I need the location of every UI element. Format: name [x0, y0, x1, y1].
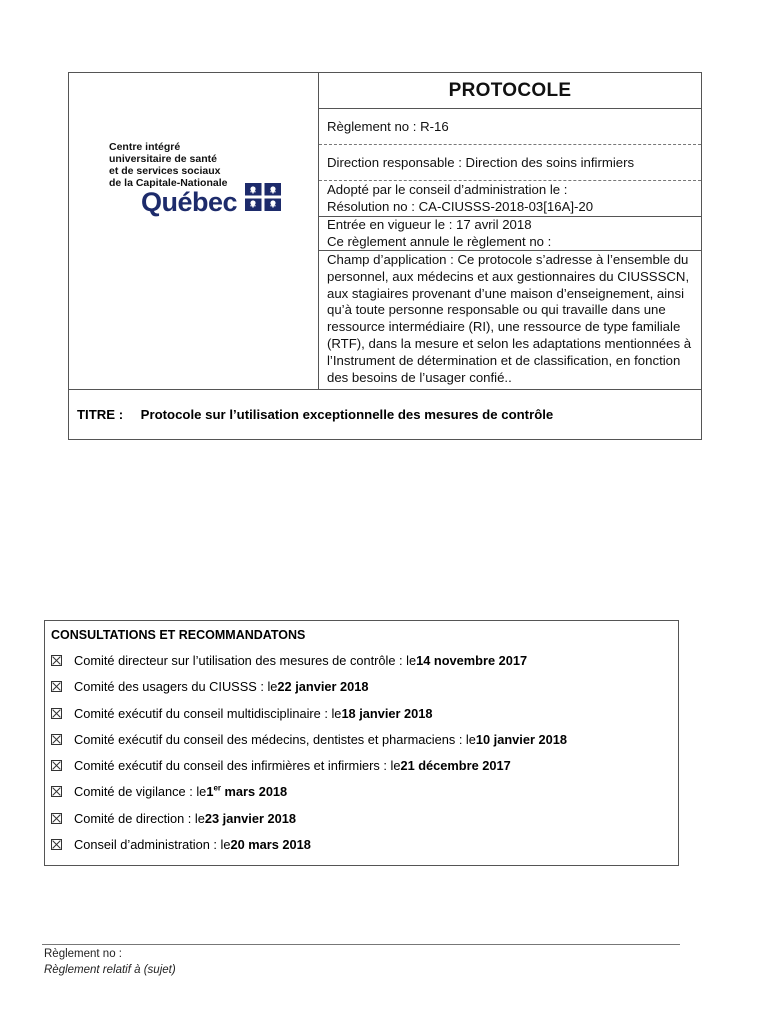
scope-of-application: Champ d’application : Ce protocole s’adresse à l’ensemble du personnel, aux médecins et aux gestionnaires du CIUSSSCN, aux stagiaires provenant d’une maison d’enseignement, ainsi qu’à toute personne responsable ou qui travaille dans une ressource intermédiaire (RI), une ressource de type familiale (RTF), dans la mesure et selon les adaptations mentionnées à l’Instrument de détermination et de classification, en fonction des besoins de l’usager confié.. — [327, 252, 692, 385]
checked-checkbox-icon[interactable] — [51, 734, 62, 745]
date-rest: mars 2018 — [221, 784, 288, 800]
consultations-list — [51, 653, 671, 863]
consultation-item — [51, 758, 671, 784]
direction-responsable: Direction responsable : Direction des soins infirmiers — [319, 145, 701, 181]
consultation-item — [51, 653, 671, 679]
effective-info — [319, 217, 701, 251]
reglement-number: Règlement no : R-16 — [319, 109, 701, 145]
adopted-by: Adopté par le conseil d’administration le : — [327, 182, 568, 197]
checked-checkbox-icon[interactable] — [51, 681, 62, 692]
footer-reglement-number: Règlement no : — [44, 948, 122, 960]
consultations-box — [44, 620, 679, 866]
checked-checkbox-icon[interactable] — [51, 655, 62, 666]
checked-checkbox-icon[interactable] — [51, 786, 62, 797]
consultations-heading: CONSULTATIONS ET RECOMMANDATONS — [51, 628, 306, 642]
adoption-info — [319, 181, 701, 217]
consultation-item — [51, 784, 671, 810]
consultation-text: Comité de direction : le — [74, 810, 205, 826]
quebec-flag-icon — [245, 183, 281, 211]
consultation-date — [206, 784, 287, 800]
consultation-item — [51, 679, 671, 705]
consultation-text: Comité exécutif du conseil des médecins, dentistes et pharmaciens : le — [74, 731, 476, 747]
consultation-text: Comité exécutif du conseil multidisciplinaire : le — [74, 705, 342, 721]
title-label: TITRE : — [77, 407, 124, 422]
organization-name — [109, 141, 259, 189]
org-line: et de services sociaux — [109, 165, 221, 177]
consultation-item — [51, 706, 671, 732]
date-day: 1 — [206, 784, 214, 800]
consultation-date: 18 janvier 2018 — [341, 705, 433, 721]
checked-checkbox-icon[interactable] — [51, 708, 62, 719]
document-type-title: PROTOCOLE — [319, 73, 701, 109]
protocol-header-table — [68, 72, 702, 440]
consultation-date: 21 décembre 2017 — [400, 758, 511, 774]
org-line: de la Capitale-Nationale — [109, 177, 228, 189]
consultation-date: 23 janvier 2018 — [204, 810, 296, 826]
date-ordinal: er — [213, 784, 221, 794]
consultation-text: Comité exécutif du conseil des infirmières et infirmiers : le — [74, 758, 401, 774]
checked-checkbox-icon[interactable] — [51, 813, 62, 824]
resolution-number: Résolution no : CA-CIUSSS-2018-03[16A]-20 — [327, 198, 594, 214]
consultation-text: Comité de vigilance : le — [74, 784, 207, 800]
title-row — [69, 389, 701, 439]
consultation-text: Comité directeur sur l’utilisation des mesures de contrôle : le — [74, 653, 417, 668]
consultation-item — [51, 837, 671, 863]
footer-reglement-subject: Règlement relatif à (sujet) — [44, 964, 176, 976]
consultation-date: 14 novembre 2017 — [416, 653, 528, 668]
consultation-date: 20 mars 2018 — [230, 837, 311, 853]
cancels-regulation: Ce règlement annule le règlement no : — [327, 233, 552, 249]
entry-into-force: Entrée en vigueur le : 17 avril 2018 — [327, 217, 532, 232]
org-line: Centre intégré — [109, 141, 181, 153]
protocol-title: Protocole sur l’utilisation exceptionnelle des mesures de contrôle — [140, 407, 554, 422]
footer-divider — [42, 944, 680, 945]
consultation-item — [51, 732, 671, 758]
consultation-text: Comité des usagers du CIUSSS : le — [74, 679, 278, 695]
consultation-item — [51, 811, 671, 837]
checked-checkbox-icon[interactable] — [51, 839, 62, 850]
consultation-text: Conseil d’administration : le — [74, 837, 231, 853]
quebec-logo-text: Québec — [141, 187, 238, 217]
consultation-date: 10 janvier 2018 — [475, 731, 567, 747]
consultation-date: 22 janvier 2018 — [277, 679, 369, 695]
org-line: universitaire de santé — [109, 153, 217, 165]
checked-checkbox-icon[interactable] — [51, 760, 62, 771]
logo-cell — [69, 73, 319, 389]
